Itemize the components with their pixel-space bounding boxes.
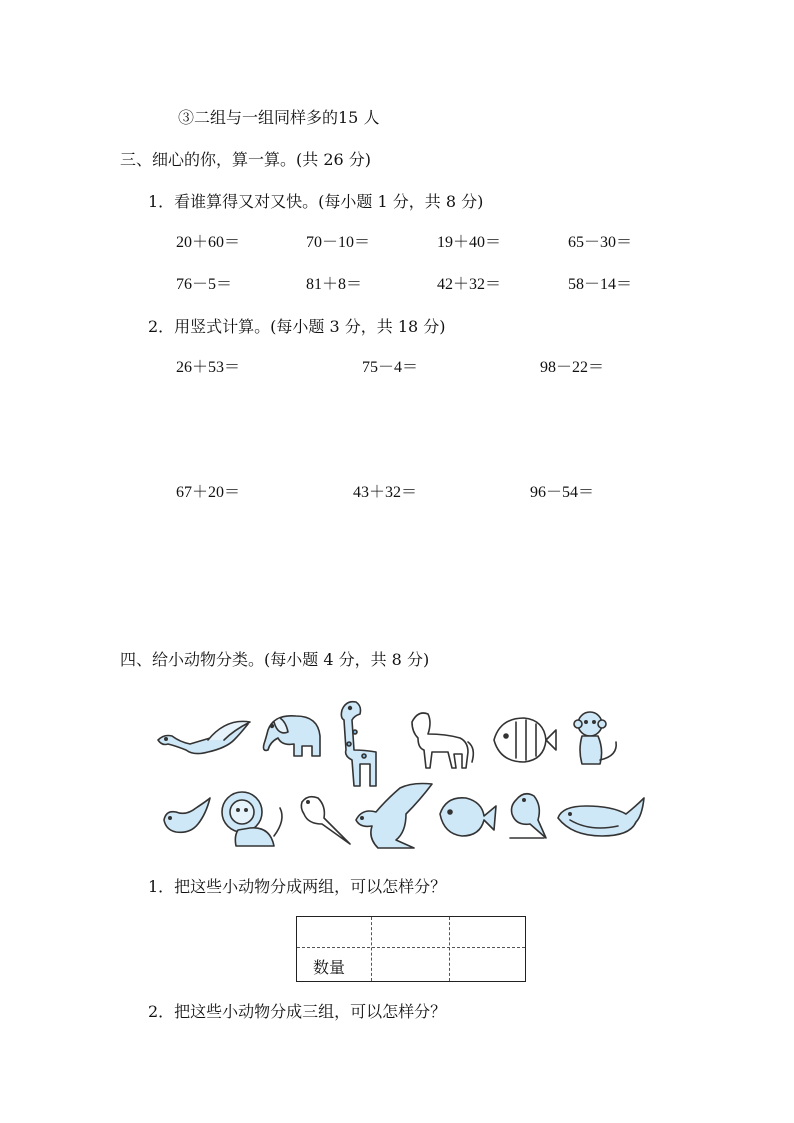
elephant-icon [264,716,321,756]
vertical-calc-expression: 43＋32＝ [353,484,418,501]
classification-table [296,916,526,982]
vertical-calc-expression: 98－22＝ [540,359,605,376]
shrike-icon [301,797,350,844]
oral-calc-expression: 58－14＝ [568,276,633,293]
goldfish-icon [440,798,496,836]
question-4-2-title: 2．把这些小动物分成三组，可以怎样分？ [148,1002,447,1021]
question-4-1-title: 1．把这些小动物分成两组，可以怎样分？ [148,877,447,896]
whale-icon [558,798,644,836]
vertical-calc-expression: 75－4＝ [362,359,419,376]
horse-icon [412,713,473,768]
oral-calc-expression: 19＋40＝ [437,234,502,251]
vertical-calc-expression: 67＋20＝ [176,484,241,501]
vertical-calc-expression: 96－54＝ [530,484,595,501]
table-divider [371,917,372,981]
eagle-icon [356,784,432,849]
table-row-label: 数量 [313,958,346,977]
oral-calc-expression: 70－10＝ [306,234,371,251]
section-3-title: 三、细心的你，算一算。(共 26 分) [120,150,372,169]
oral-calc-expression: 76－5＝ [176,276,233,293]
oral-calc-expression: 42＋32＝ [437,276,502,293]
goose-icon [158,721,250,753]
oral-calc-expression: 20＋60＝ [176,234,241,251]
previous-answer-option: ③二组与一组同样多的15 人 [178,108,380,127]
vertical-calc-expression: 26＋53＝ [176,359,241,376]
question-3-1-title: 1．看谁算得又对又快。(每小题 1 分，共 8 分) [148,192,484,211]
parrot-icon [510,794,546,838]
giraffe-icon [341,702,376,786]
table-divider [297,947,525,948]
oral-calc-expression: 81＋8＝ [306,276,363,293]
lion-icon [222,792,282,846]
table-divider [449,917,450,981]
animal-illustrations [150,690,650,855]
fish-icon [494,718,556,762]
oral-calc-expression: 65－30＝ [568,234,633,251]
question-3-2-title: 2．用竖式计算。(每小题 3 分，共 18 分) [148,317,446,336]
dove-icon [164,798,210,832]
monkey-icon [574,712,616,764]
section-4-title: 四、给小动物分类。(每小题 4 分，共 8 分) [120,650,430,669]
